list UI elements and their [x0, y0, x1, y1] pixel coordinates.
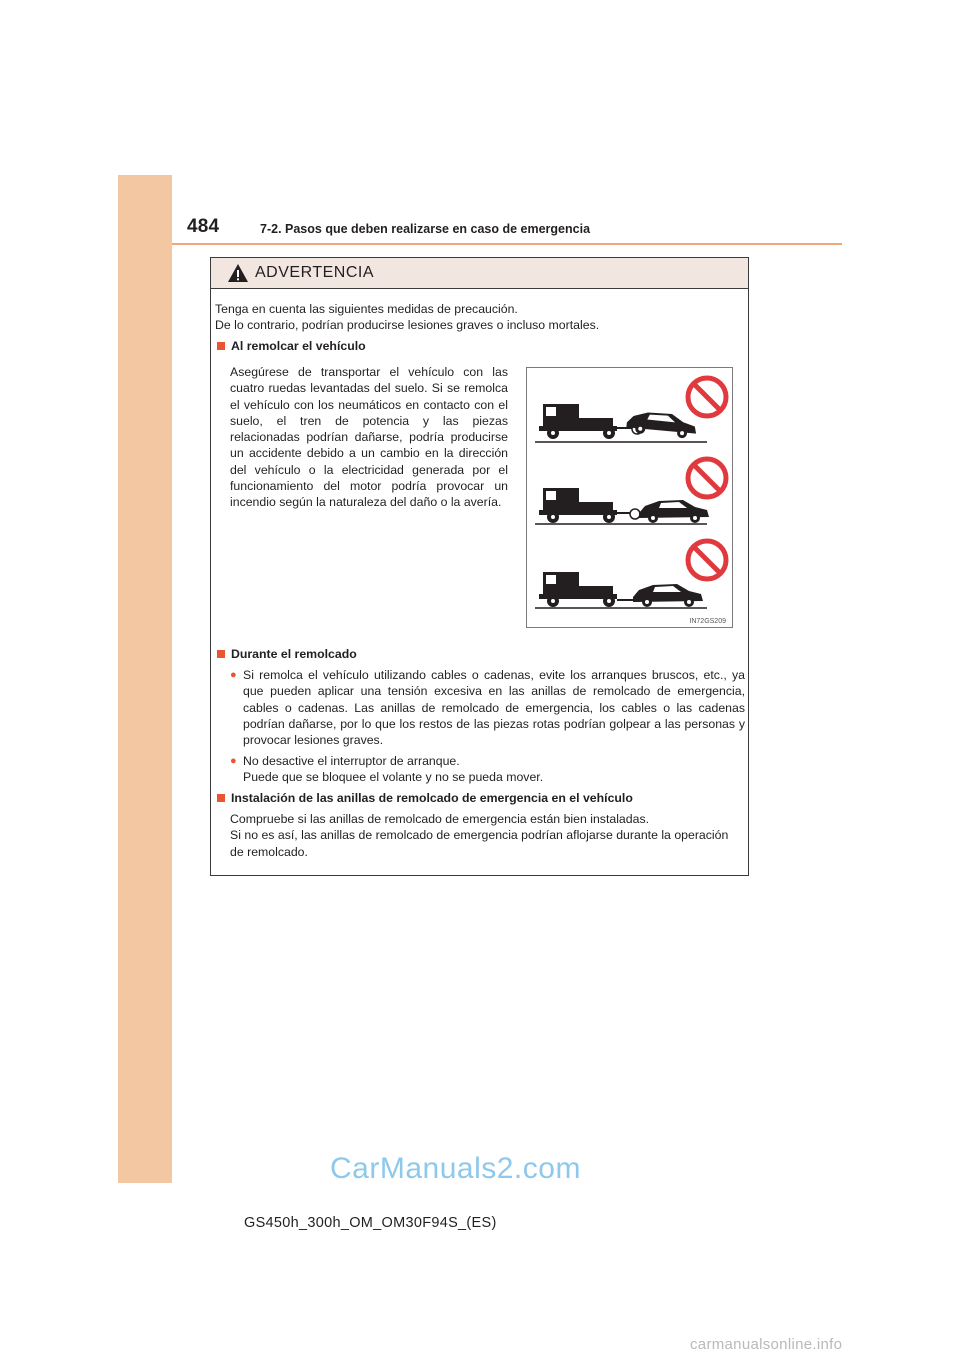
header-rule [172, 243, 842, 245]
prohibited-icon [688, 459, 726, 497]
side-band [118, 175, 172, 1183]
heading-during-towing [217, 646, 357, 662]
bullet-square-icon [217, 794, 225, 802]
heading-during-towing-text: Durante el remolcado [231, 647, 357, 661]
bullet-start-switch-text [243, 753, 745, 786]
page-number: 484 [187, 216, 220, 237]
watermark-carmanuals2: CarManuals2.com [330, 1152, 581, 1185]
intro-line-1: Tenga en cuenta las siguientes medidas de precaución. [215, 302, 518, 316]
warning-intro [215, 301, 735, 334]
bullet-cables-chains [230, 667, 745, 748]
towing-paragraph: Asegúrese de transportar el vehículo con las cuatro ruedas levantadas del suelo. Si se remolca el vehículo con los neumáticos en contacto con el suelo, el tren de potencia y las piezas relacionadas podrían dañarse, podría producirse un accidente debido a un cambio en la dirección del vehículo o la electricidad generada por el funcionamiento del motor podría provocar un incendio según la naturaleza del daño o la avería. [230, 365, 508, 510]
section-title: 7-2. Pasos que deben realizarse en caso de emergencia [260, 222, 591, 236]
bullet-dot-icon: ● [230, 755, 237, 767]
ring-installation-paragraph [230, 811, 745, 860]
intro-line-2: De lo contrario, podrían producirse lesiones graves o incluso mortales. [215, 318, 600, 333]
towing-illustration-drawing [527, 368, 732, 627]
heading-towing [217, 338, 366, 354]
warning-box [210, 257, 749, 876]
prohibited-icon [688, 378, 726, 416]
watermark-carmanualsonline: carmanualsonline.info [690, 1336, 843, 1353]
heading-ring-installation-text: Instalación de las anillas de remolcado de emergencia en el vehículo [231, 791, 633, 805]
bullet-square-icon [217, 342, 225, 350]
bullet-start-switch-line-2: Puede que se bloquee el volante y no se pueda mover. [243, 770, 544, 785]
bullet-square-icon [217, 650, 225, 658]
warning-title: ADVERTENCIA [255, 264, 375, 281]
bullet-start-switch [230, 753, 745, 786]
warning-header [211, 258, 748, 289]
ring-installation-line-2: Si no es así, las anillas de remolcado de emergencia podrían aflojarse durante la operación de remolcado. [230, 828, 729, 859]
heading-towing-text: Al remolcar el vehículo [231, 339, 366, 353]
ring-installation-line-1: Compruebe si las anillas de remolcado de emergencia están bien instaladas. [230, 812, 650, 826]
footer-code: GS450h_300h_OM_OM30F94S_(ES) [244, 1215, 497, 1231]
towing-illustration [526, 367, 733, 628]
figure-id: IN72GS209 [689, 618, 726, 625]
warning-triangle-icon [227, 263, 249, 283]
bullet-cables-chains-text: Si remolca el vehículo utilizando cables o cadenas, evite los arranques bruscos, etc., ya que pueden aplicar una tensión excesiva en las anillas de remolcado de emergencia, cables o cadenas. Las anillas de remolcado de emergencia, los cables o las cadenas podrían dañarse, por lo que los restos de las piezas rotas podrían golpear a las personas y provocar lesiones graves. [243, 668, 745, 748]
bullet-dot-icon: ● [230, 669, 237, 681]
prohibited-icon [688, 541, 726, 579]
heading-ring-installation [217, 790, 633, 806]
bullet-start-switch-line-1: No desactive el interruptor de arranque. [243, 754, 460, 768]
